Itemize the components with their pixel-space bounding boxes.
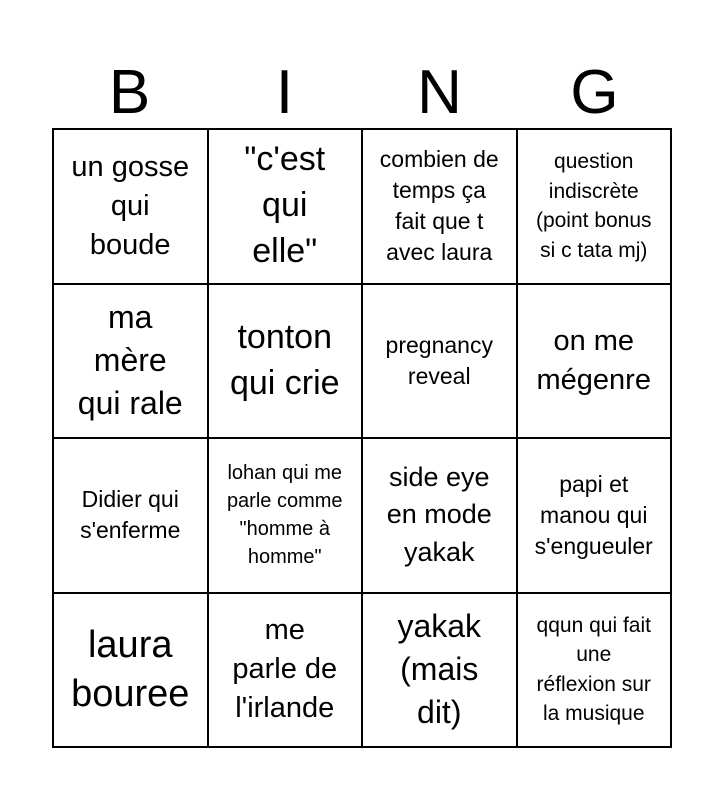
bingo-cell-text: Didier qui s'enferme xyxy=(80,486,181,544)
bingo-cell[interactable] xyxy=(53,438,208,593)
header-letter-g: G xyxy=(570,58,619,127)
header-letter-b: B xyxy=(108,58,151,127)
header-letter-i: I xyxy=(275,58,294,127)
bingo-cell-text: laura bouree xyxy=(71,624,190,715)
bingo-cell[interactable] xyxy=(517,593,672,748)
bingo-cell-text: papi et manou qui s'engueuler xyxy=(534,470,653,559)
bingo-cell-text: me parle de l'irlande xyxy=(232,614,338,725)
bingo-cell[interactable] xyxy=(517,284,672,439)
bingo-cell[interactable] xyxy=(517,438,672,593)
bingo-cell-text: yakak (mais dit) xyxy=(397,607,482,731)
bingo-cell[interactable] xyxy=(208,438,363,593)
bingo-cell[interactable] xyxy=(517,129,672,284)
bingo-cell[interactable] xyxy=(208,129,363,284)
bingo-board xyxy=(52,128,672,748)
bingo-cell[interactable] xyxy=(362,438,517,593)
bingo-cell[interactable] xyxy=(53,284,208,439)
bingo-cell[interactable] xyxy=(208,593,363,748)
header-letter-n: N xyxy=(417,58,462,127)
bingo-cell-text: un gosse qui boude xyxy=(71,150,190,261)
bingo-cell[interactable] xyxy=(362,593,517,748)
bingo-cell-text: lohan qui me parle comme "homme à homme" xyxy=(226,462,343,569)
bingo-cell-text: "c'est qui elle" xyxy=(244,140,326,271)
bingo-cell-text: combien de temps ça fait que t avec laura xyxy=(379,146,499,266)
bingo-cell-text: qqun qui fait une réflexion sur la musique xyxy=(536,613,651,726)
bingo-cell-text: question indiscrète (point bonus si c tata mj) xyxy=(535,150,652,262)
bingo-cell-text: on me mégenre xyxy=(536,324,651,396)
bingo-header xyxy=(52,58,672,128)
bingo-cell[interactable] xyxy=(362,284,517,439)
bingo-cell-text: ma mère qui rale xyxy=(77,298,183,422)
bingo-cell[interactable] xyxy=(208,284,363,439)
bingo-cell-text: side eye en mode yakak xyxy=(386,461,492,568)
bingo-cell-text: tonton qui crie xyxy=(229,317,340,402)
bingo-cell[interactable] xyxy=(53,129,208,284)
bingo-cell-text: pregnancy reveal xyxy=(385,331,493,389)
bingo-cell[interactable] xyxy=(362,129,517,284)
bingo-cell[interactable] xyxy=(53,593,208,748)
